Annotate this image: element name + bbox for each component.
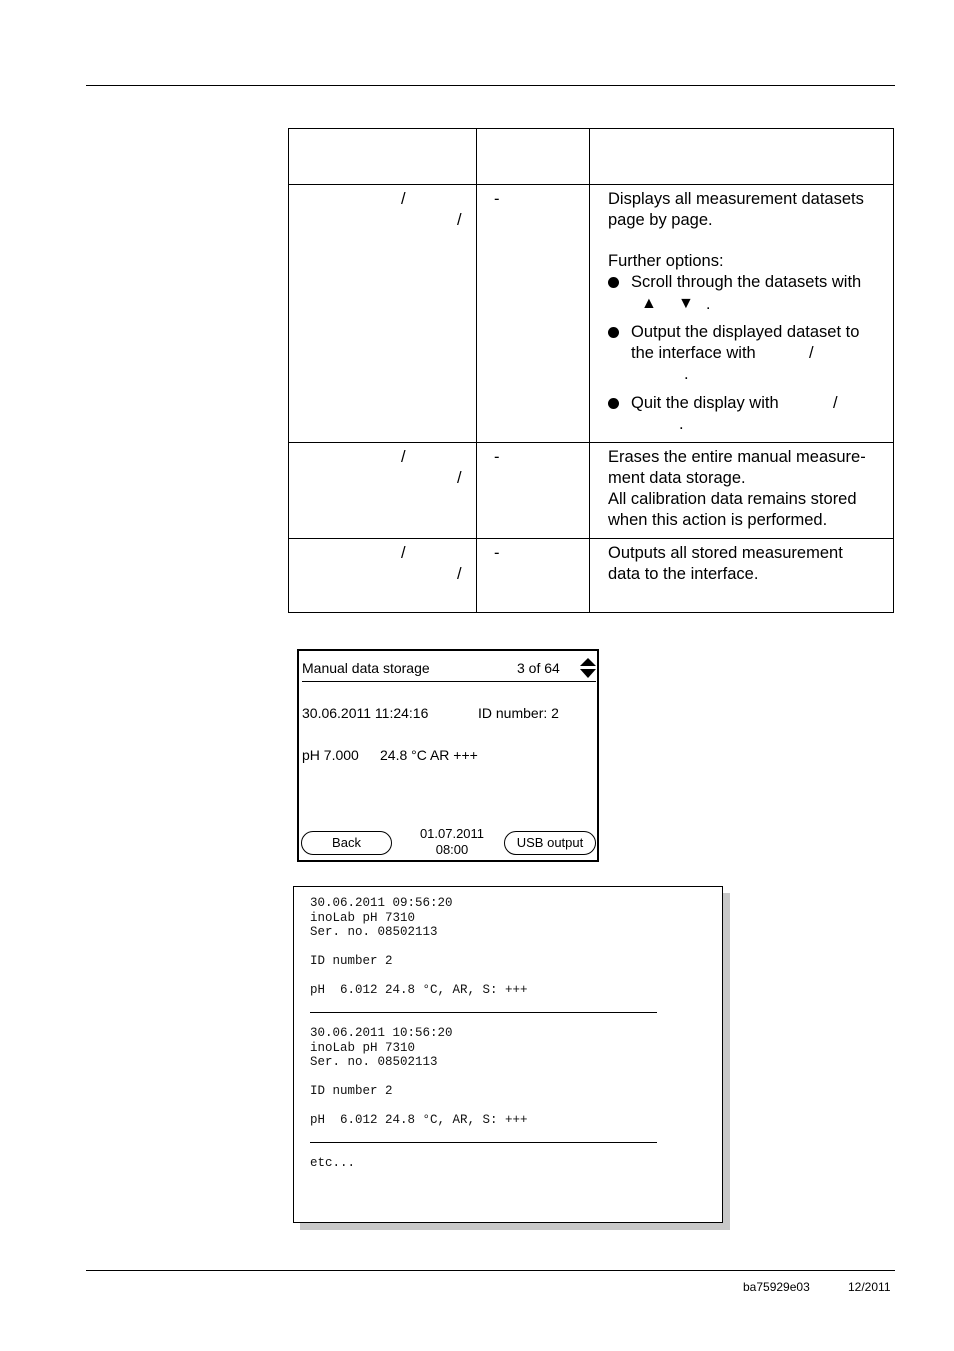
- dataset-datetime: 30.06.2011 11:24:16: [302, 705, 429, 721]
- printout-divider: [310, 1142, 657, 1143]
- printout-line: ID number 2: [310, 1084, 393, 1098]
- table-border-left: [288, 128, 289, 613]
- table-border-bottom: [288, 612, 894, 613]
- table-row-divider-1: [288, 442, 894, 443]
- temperature-status: 24.8 °C AR +++: [380, 747, 478, 763]
- footer-rule: [86, 1270, 895, 1271]
- printout-line: [310, 940, 528, 955]
- clock-time: 08:00: [435, 842, 469, 857]
- menu-path-separator: /: [401, 544, 406, 562]
- device-display: [297, 649, 599, 862]
- printout-line: 30.06.2011 09:56:20: [310, 896, 453, 910]
- description-line: Outputs all stored measurement: [608, 544, 843, 562]
- row-description: [608, 543, 892, 585]
- further-options-label: Further options:: [608, 252, 724, 270]
- title-separator: [302, 681, 596, 682]
- printout-line: [310, 969, 528, 984]
- printout-line: [310, 1070, 528, 1085]
- menu-path-separator: /: [457, 211, 462, 229]
- table-col-divider-1: [476, 128, 477, 613]
- scroll-up-icon[interactable]: [580, 658, 596, 666]
- bullet-item: [608, 272, 888, 314]
- setting-value: -: [494, 544, 500, 562]
- printout-etc: etc...: [310, 1156, 356, 1170]
- table-header-divider: [288, 184, 894, 185]
- printout-line: Ser. no. 08502113: [310, 925, 438, 939]
- table-row-divider-2: [288, 538, 894, 539]
- menu-path-separator: /: [457, 469, 462, 487]
- description-line: when this action is performed.: [608, 511, 828, 529]
- ph-value: pH 7.000: [302, 747, 359, 763]
- description-line: data to the interface.: [608, 565, 759, 583]
- description-line: ment data storage.: [608, 469, 746, 487]
- bullet-icon: [608, 277, 619, 288]
- printout-divider: [310, 1012, 657, 1013]
- scroll-down-icon[interactable]: [580, 669, 596, 678]
- setting-value: -: [494, 448, 500, 466]
- table-border-right: [893, 128, 894, 613]
- menu-path-separator: /: [457, 565, 462, 583]
- printout-block-2: [310, 1026, 528, 1128]
- printout-block-1: [310, 896, 528, 998]
- printout-sample: [293, 886, 723, 1223]
- sentence-period: .: [684, 365, 689, 383]
- description-line: All calibration data remains stored: [608, 490, 857, 508]
- menu-path-separator: /: [809, 344, 814, 362]
- bullet-text: Output the displayed dataset to: [631, 323, 860, 341]
- dataset-id-number: ID number: 2: [478, 705, 559, 721]
- display-title: Manual data storage: [302, 660, 430, 676]
- scroll-arrows-icon[interactable]: [580, 658, 596, 680]
- arrow-down-icon: ▼: [678, 295, 694, 312]
- printout-block-3: [310, 1156, 355, 1171]
- description-line: Displays all measurement datasets: [608, 190, 864, 208]
- table-border-top: [288, 128, 894, 129]
- printout-line: 30.06.2011 10:56:20: [310, 1026, 453, 1040]
- page-counter: 3 of 64: [517, 660, 560, 676]
- menu-path-separator: /: [401, 190, 406, 208]
- table-col-divider-2: [589, 128, 590, 613]
- usb-output-button[interactable]: USB output: [504, 831, 596, 855]
- footer-date: 12/2011: [848, 1280, 891, 1294]
- menu-path-separator: /: [401, 448, 406, 466]
- arrow-up-icon: ▲: [641, 295, 657, 312]
- bullet-item: [608, 322, 888, 386]
- printout-line: pH 6.012 24.8 °C, AR, S: +++: [310, 1113, 528, 1127]
- device-clock: [412, 826, 492, 858]
- printout-line: pH 6.012 24.8 °C, AR, S: +++: [310, 983, 528, 997]
- back-button[interactable]: Back: [301, 831, 392, 855]
- printout-line: ID number 2: [310, 954, 393, 968]
- bullet-text: Scroll through the datasets with: [631, 273, 862, 291]
- sentence-period: .: [679, 415, 684, 433]
- bullet-text: the interface with: [631, 344, 756, 362]
- printout-line: inoLab pH 7310: [310, 910, 416, 925]
- printout-line: [310, 1099, 528, 1114]
- row-description: [608, 447, 892, 531]
- header-rule: [86, 85, 895, 86]
- bullet-icon: [608, 398, 619, 409]
- clock-date: 01.07.2011: [419, 826, 485, 841]
- footer-doc-id: ba75929e03: [743, 1280, 810, 1294]
- bullet-icon: [608, 327, 619, 338]
- bullet-item: [608, 393, 888, 435]
- menu-path-separator: /: [833, 394, 838, 412]
- printout-line: Ser. no. 08502113: [310, 1055, 438, 1069]
- sentence-period: .: [706, 296, 711, 313]
- printout-line: inoLab pH 7310: [310, 1040, 416, 1055]
- description-line: page by page.: [608, 211, 713, 229]
- bullet-text: Quit the display with: [631, 394, 779, 412]
- description-line: Erases the entire manual measure-: [608, 448, 866, 466]
- row-description: [608, 189, 892, 231]
- setting-value: -: [494, 190, 500, 208]
